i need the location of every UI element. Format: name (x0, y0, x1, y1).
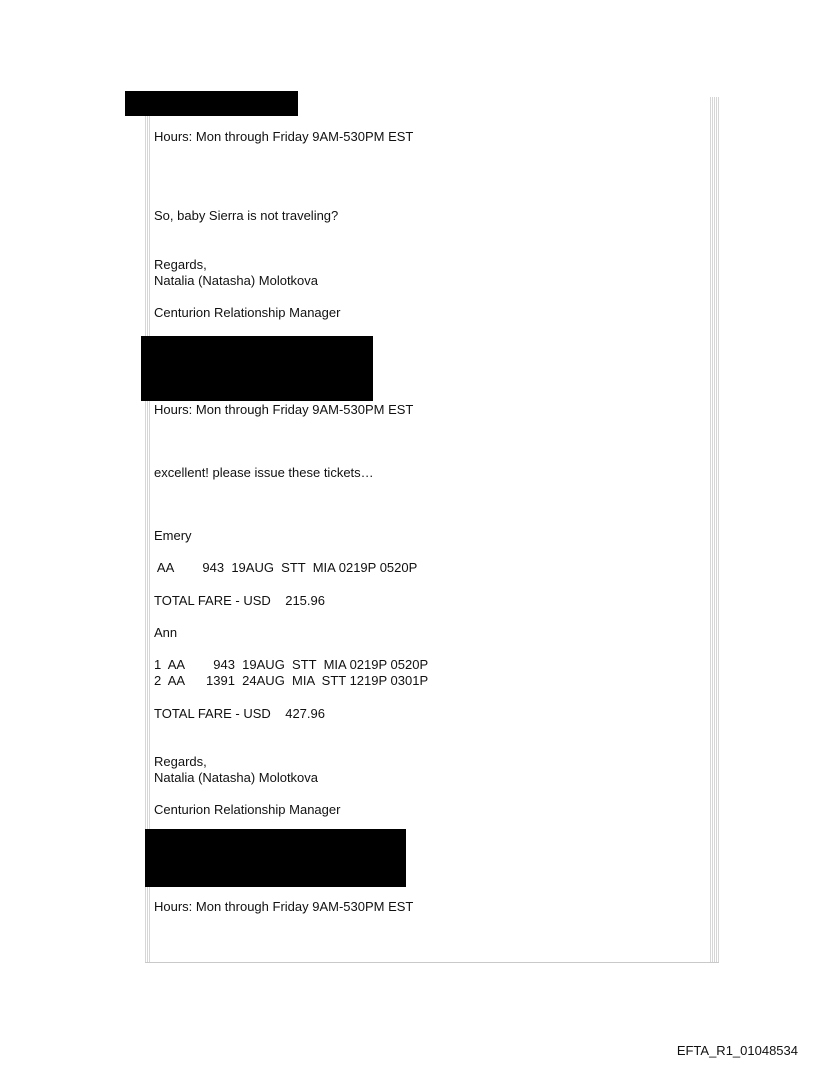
ann-flight-line-1: 1 AA 943 19AUG STT MIA 0219P 0520P (154, 657, 429, 672)
right-quote-rule (710, 97, 719, 962)
document-id-footer: EFTA_R1_01048534 (676, 1043, 798, 1058)
redaction-block-1 (125, 91, 298, 116)
question-line: So, baby Sierra is not traveling? (154, 208, 339, 223)
request-line: excellent! please issue these tickets… (154, 465, 374, 480)
redaction-block-2 (141, 336, 373, 401)
redaction-block-3 (145, 829, 406, 887)
emery-flight-line: AA 943 19AUG STT MIA 0219P 0520P (154, 560, 418, 575)
ann-flight-line-2: 2 AA 1391 24AUG MIA STT 1219P 0301P (154, 673, 429, 688)
signature-name-1: Natalia (Natasha) Molotkova (154, 273, 319, 288)
passenger-name-emery: Emery (154, 528, 192, 543)
hours-line-3: Hours: Mon through Friday 9AM-530PM EST (154, 899, 414, 914)
signature-title-1: Centurion Relationship Manager (154, 305, 341, 320)
emery-total-fare: TOTAL FARE - USD 215.96 (154, 593, 325, 608)
signature-title-2: Centurion Relationship Manager (154, 802, 341, 817)
signature-regards-1: Regards, (154, 257, 207, 272)
ann-total-fare: TOTAL FARE - USD 427.96 (154, 706, 325, 721)
hours-line-2: Hours: Mon through Friday 9AM-530PM EST (154, 402, 414, 417)
signature-name-2: Natalia (Natasha) Molotkova (154, 770, 319, 785)
hours-line-1: Hours: Mon through Friday 9AM-530PM EST (154, 129, 414, 144)
signature-regards-2: Regards, (154, 754, 207, 769)
passenger-name-ann: Ann (154, 625, 178, 640)
